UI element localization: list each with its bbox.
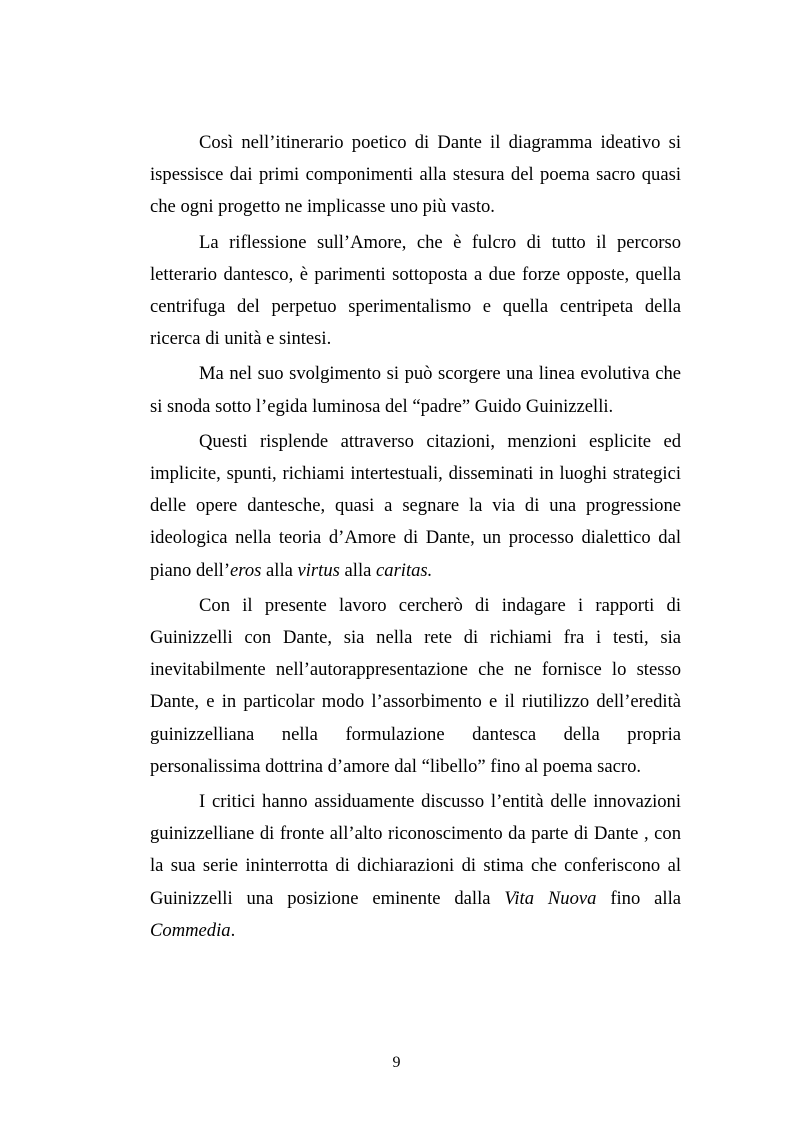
text-run: . [230, 919, 236, 941]
text-run: alla [339, 559, 377, 581]
italic-text: virtus [297, 559, 340, 581]
text-run: La riflessione sull’Amore, che è fulcro di tutto il percorso letterario dantesco, è parimenti sottoposta a due forze opposte, quella centrifuga del perpetuo sperimentalismo e quella centripeta della ricerca di unità e sintesi. [150, 231, 681, 350]
text-run: Ma nel suo svolgimento si può scorgere una linea evolutiva che si snoda sotto l’egida luminosa del “padre” Guido Guinizzelli. [150, 363, 681, 417]
paragraph [150, 426, 681, 587]
body-text [150, 127, 681, 950]
text-run: I critici hanno assiduamente discusso l’entità delle innovazioni guinizzelliane di fronte all’alto riconoscimento da parte di Dante , con la sua serie ininterrotta di dichiarazioni di stima che conferiscono al Guinizzelli una posizione eminente dalla [150, 791, 681, 909]
paragraph [150, 590, 681, 783]
text-run: Con il presente lavoro cercherò di indagare i rapporti di Guinizzelli con Dante, sia nella rete di richiami fra i testi, sia inevitabilmente nell’autorappresentazione che ne fornisce lo stesso Dante, e in particolar modo l’assorbimento e il riutilizzo dell’eredità guinizzelliana nella formulazione dantesca della propria personalissima dottrina d’amore dal “libello” fino al poema sacro. [150, 594, 681, 777]
text-run: Così nell’itinerario poetico di Dante il diagramma ideativo si ispessisce dai primi componimenti alla stesura del poema sacro quasi che ogni progetto ne implicasse uno più vasto. [150, 132, 681, 218]
italic-text: Commedia [150, 919, 231, 941]
paragraph [150, 227, 681, 356]
italic-text: eros [230, 559, 262, 581]
page-number: 9 [392, 1054, 401, 1071]
italic-text: caritas. [376, 559, 433, 581]
paragraph [150, 358, 681, 422]
paragraph [150, 127, 681, 224]
italic-text: Vita Nuova [504, 887, 597, 909]
text-run: Questi risplende attraverso citazioni, menzioni esplicite ed implicite, spunti, richiami intertestuali, disseminati in luoghi strategici delle opere dantesche, quasi a segnare la via di una progressione ideologica nella teoria d’Amore di Dante, un processo dialettico dal piano dell’ [150, 430, 681, 581]
paragraph [150, 786, 681, 947]
text-run: fino alla [596, 887, 681, 909]
text-run: alla [261, 559, 298, 581]
